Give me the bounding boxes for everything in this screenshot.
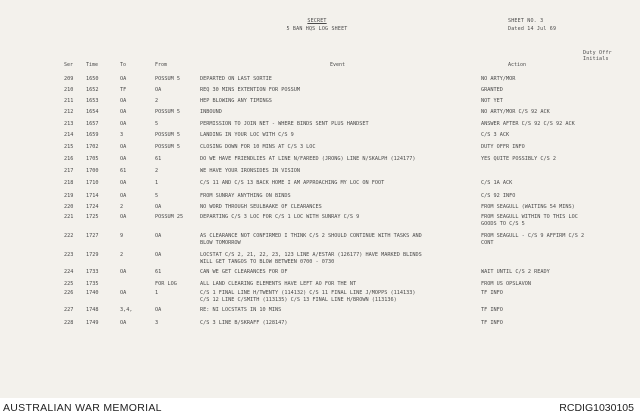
entry-serial: 216 (64, 156, 74, 162)
entry-serial: 223 (64, 252, 74, 258)
entry-event-text: NO WORD THROUGH SEULBAAKE OF CLEARANCES (200, 204, 322, 210)
col-event-header: Event (330, 62, 346, 68)
entry-event-text: WE HAVE YOUR IRONSIDES IN VISION (200, 168, 300, 174)
entry-event-text: C/S 3 LINE B/SKRAFF (128147) (200, 320, 288, 326)
entry-time: 1735 (86, 281, 99, 287)
entry-action-text: C/S 1A ACK (481, 180, 513, 186)
entry-action-text: TF INFO (481, 290, 503, 296)
entry-to: OA (120, 144, 127, 150)
entry-event-text: BLOW TOMORROW (200, 240, 241, 246)
entry-to: OA (120, 156, 127, 162)
entry-time: 1705 (86, 156, 99, 162)
entry-action-text: DUTY OFFR INFO (481, 144, 525, 150)
entry-serial: 209 (64, 76, 74, 82)
entry-to: 3,4, (120, 307, 133, 313)
col-action-header: Action (508, 62, 527, 68)
entry-action-text: GRANTED (481, 87, 503, 93)
col-to-header: To (120, 62, 127, 68)
entry-action-text: NO ARTY/MOR (481, 76, 516, 82)
entry-from: 1 (155, 180, 159, 186)
entry-serial: 212 (64, 109, 74, 115)
entry-time: 1650 (86, 76, 99, 82)
entry-event-text: C/S 12 LINE C/SMITH (113135) C/S 13 FINAL LINE H/BROWN (113136) (200, 297, 397, 303)
entry-to: 9 (120, 233, 124, 239)
entry-to: OA (120, 180, 127, 186)
entry-action-text: NOT YET (481, 98, 503, 104)
entry-from: 2 (155, 98, 159, 104)
entry-event-text: PERMISSION TO JOIN NET - WHERE BINDS SENT PLUS HANDSET (200, 121, 369, 127)
classification-heading: SECRET (307, 18, 327, 24)
entry-action-text: TF INFO (481, 307, 503, 313)
entry-time: 1749 (86, 320, 99, 326)
entry-action-text: C/S 92 INFO (481, 193, 516, 199)
entry-to: OA (120, 320, 127, 326)
entry-time: 1733 (86, 269, 99, 275)
entry-event-text: ALL LAND CLEARING ELEMENTS HAVE LEFT AO FOR THE NT (200, 281, 357, 287)
entry-time: 1654 (86, 109, 99, 115)
entry-action-text: TF INFO (481, 320, 503, 326)
entry-to: OA (120, 121, 127, 127)
entry-from: OA (155, 233, 162, 239)
entry-from: 61 (155, 156, 162, 162)
duty-offr-heading: Duty Offr (583, 50, 612, 56)
entry-from: OA (155, 204, 162, 210)
entry-time: 1740 (86, 290, 99, 296)
entry-event-text: WILL GET TANGOS TO BLOW BETWEEN 0700 - 0730 (200, 259, 335, 265)
entry-serial: 222 (64, 233, 74, 239)
entry-event-text: DEPARTING C/S 3 LOC FOR C/S 1 LOC WITH SUNRAY C/S 9 (200, 214, 360, 220)
entry-action-text: C/S 3 ACK (481, 132, 510, 138)
entry-serial: 225 (64, 281, 74, 287)
entry-time: 1659 (86, 132, 99, 138)
entry-to: 3 (120, 132, 124, 138)
entry-serial: 220 (64, 204, 74, 210)
entry-serial: 214 (64, 132, 74, 138)
entry-to: OA (120, 214, 127, 220)
entry-to: OA (120, 98, 127, 104)
sheet-title: 5 BAN HQS LOG SHEET (286, 26, 348, 32)
entry-from: POSSUM 25 (155, 214, 184, 220)
entry-action-text: CONT (481, 240, 494, 246)
entry-serial: 224 (64, 269, 74, 275)
entry-action-text: ANSWER AFTER C/S 92 C/S 92 ACK (481, 121, 575, 127)
entry-time: 1702 (86, 144, 99, 150)
entry-time: 1652 (86, 87, 99, 93)
entry-from: POSSUM 5 (155, 132, 180, 138)
entry-time: 1748 (86, 307, 99, 313)
entry-time: 1724 (86, 204, 99, 210)
entry-event-text: AS CLEARANCE NOT CONFIRMED I THINK C/S 2 SHOULD CONTINUE WITH TASKS AND (200, 233, 422, 239)
entry-event-text: REQ 30 MINS EXTENTION FOR POSSUM (200, 87, 300, 93)
entry-action-text: FROM SEAGULL - C/S 9 AFFIRM C/S 2 (481, 233, 585, 239)
entry-event-text: CLOSING DOWN FOR 10 MINS AT C/S 3 LOC (200, 144, 316, 150)
entry-event-text: RE: NI LOCSTATS IN 10 MINS (200, 307, 282, 313)
col-from-header: From (155, 62, 168, 68)
entry-serial: 211 (64, 98, 74, 104)
entry-event-text: INBOUND (200, 109, 222, 115)
entry-event-text: CAN WE GET CLEARANCES FOR DF (200, 269, 288, 275)
footer-bar (0, 398, 640, 417)
entry-to: OA (120, 290, 127, 296)
entry-serial: 213 (64, 121, 74, 127)
entry-serial: 226 (64, 290, 74, 296)
entry-to: 2 (120, 204, 124, 210)
entry-to: OA (120, 269, 127, 275)
institution-credit: AUSTRALIAN WAR MEMORIAL (3, 402, 162, 414)
entry-from: 5 (155, 193, 159, 199)
entry-serial: 221 (64, 214, 74, 220)
entry-from: 61 (155, 269, 162, 275)
entry-time: 1729 (86, 252, 99, 258)
entry-event-text: HEP BLOWING ANY TIMINGS (200, 98, 272, 104)
entry-time: 1700 (86, 168, 99, 174)
entry-from: 5 (155, 121, 159, 127)
entry-from: OA (155, 252, 162, 258)
entry-action-text: FROM US OPSLAVON (481, 281, 531, 287)
entry-event-text: LOCSTAT C/S 2, 21, 22, 23, 123 LINE A/ESTAR (126177) HAVE MARKED BLINDS (200, 252, 422, 258)
entry-to: 61 (120, 168, 127, 174)
entry-action-text: WAIT UNTIL C/S 2 READY (481, 269, 550, 275)
entry-action-text: GOODS TO C/S 5 (481, 221, 525, 227)
entry-action-text: FROM SEAGULL (WAITING 54 MINS) (481, 204, 575, 210)
entry-event-text: C/S 1 FINAL LINE H/TWENTY (114132) C/S 11 FINAL LINE J/MOPPS (114133) (200, 290, 416, 296)
record-reference: RCDIG1030105 (559, 402, 634, 414)
entry-time: 1714 (86, 193, 99, 199)
sheet-date: Dated 14 Jul 69 (508, 26, 557, 32)
entry-from: OA (155, 87, 162, 93)
sheet-number: SHEET NO. 3 (508, 18, 544, 24)
entry-action-text: YES QUITE POSSIBLY C/S 2 (481, 156, 556, 162)
entry-action-text: FROM SEAGULL WITHIN TO THIS LOC (481, 214, 578, 220)
entry-event-text: DO WE HAVE FRIENDLIES AT LINE N/FAREED (JRONG) LINE N/SKALPH (124177) (200, 156, 416, 162)
entry-time: 1653 (86, 98, 99, 104)
entry-serial: 218 (64, 180, 74, 186)
entry-serial: 228 (64, 320, 74, 326)
entry-to: OA (120, 193, 127, 199)
entry-event-text: C/S 11 AND C/S 13 BACK HOME I AM APPROACHING MY LOC ON FOOT (200, 180, 385, 186)
entry-serial: 219 (64, 193, 74, 199)
entry-action-text: NO ARTY/MOR C/S 92 ACK (481, 109, 550, 115)
entry-serial: 217 (64, 168, 74, 174)
entry-from: POSSUM 5 (155, 76, 180, 82)
col-ser-header: Ser (64, 62, 74, 68)
entry-to: OA (120, 109, 127, 115)
entry-time: 1657 (86, 121, 99, 127)
entry-to: OA (120, 76, 127, 82)
entry-time: 1710 (86, 180, 99, 186)
entry-event-text: DEPARTED ON LAST SORTIE (200, 76, 272, 82)
entry-from: POSSUM 5 (155, 109, 180, 115)
entry-from: FOR LOG (155, 281, 177, 287)
entry-from: POSSUM 5 (155, 144, 180, 150)
initials-heading: Initials (583, 56, 609, 62)
entry-from: OA (155, 307, 162, 313)
entry-event-text: FROM SUNRAY ANYTHING ON BINDS (200, 193, 291, 199)
entry-serial: 215 (64, 144, 74, 150)
entry-time: 1727 (86, 233, 99, 239)
entry-from: 3 (155, 320, 159, 326)
entry-from: 1 (155, 290, 159, 296)
col-time-header: Time (86, 62, 99, 68)
entry-to: 2 (120, 252, 124, 258)
entry-time: 1725 (86, 214, 99, 220)
entry-event-text: LANDING IN YOUR LOC WITH C/S 9 (200, 132, 294, 138)
entry-to: TF (120, 87, 127, 93)
entry-from: 2 (155, 168, 159, 174)
entry-serial: 210 (64, 87, 74, 93)
entry-serial: 227 (64, 307, 74, 313)
